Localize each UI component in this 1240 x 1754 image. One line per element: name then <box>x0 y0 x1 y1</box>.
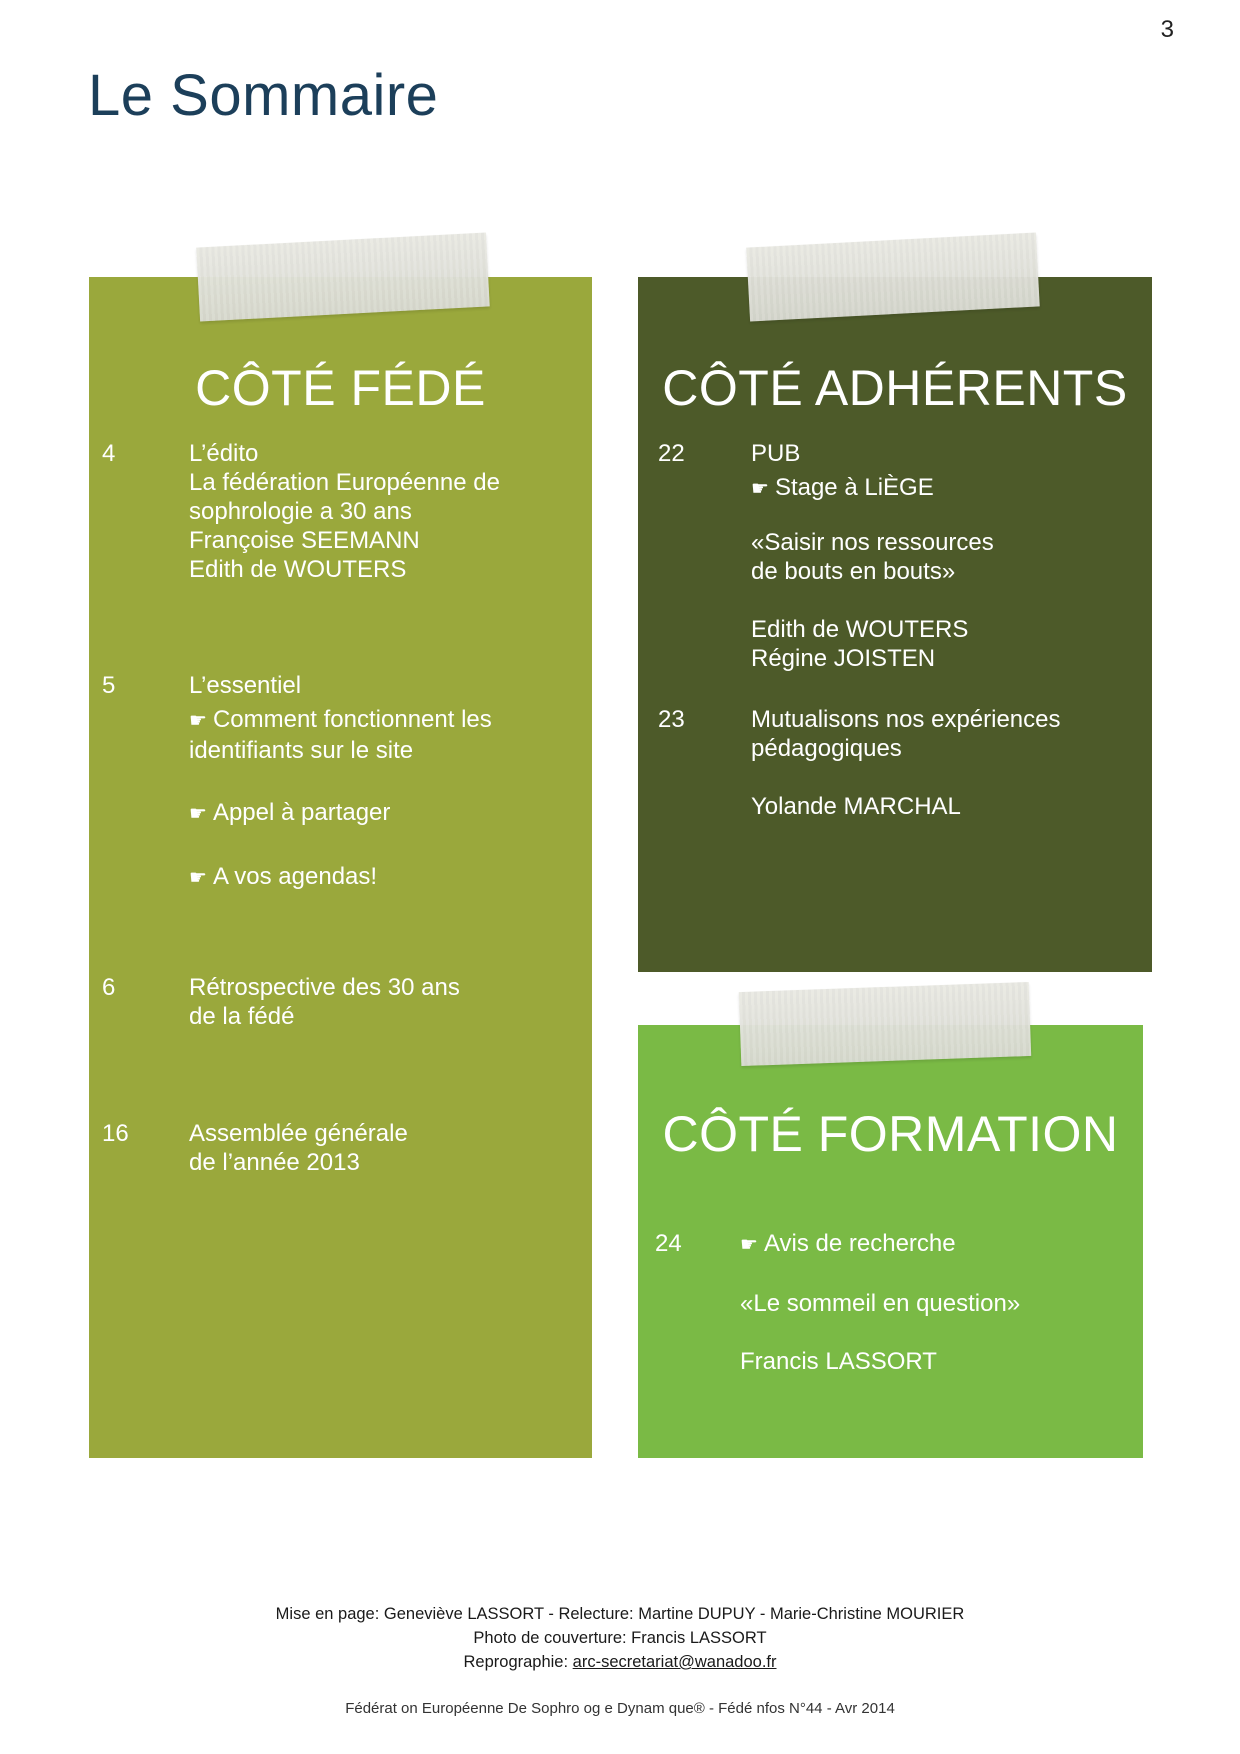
toc-line: ☛ Stage à LiÈGE <box>751 474 934 501</box>
toc-author: Françoise SEEMANN <box>189 527 420 554</box>
toc-line: La fédération Européenne de <box>189 469 500 496</box>
section-cote-fede <box>89 277 592 1458</box>
toc-author: Edith de WOUTERS <box>189 556 407 583</box>
pointing-hand-icon: ☛ <box>189 803 207 825</box>
toc-author: Edith de WOUTERS <box>751 616 969 643</box>
toc-page-number: 23 <box>658 706 685 733</box>
credits-layout-line: Mise en page: Geneviève LASSORT - Relecture: Martine DUPUY - Marie-Christine MOURIER <box>275 1605 965 1623</box>
toc-author: Francis LASSORT <box>740 1348 937 1375</box>
toc-line: «Le sommeil en question» <box>740 1290 1021 1317</box>
tape-decoration <box>196 232 489 321</box>
section-heading-formation: CÔTÉ FORMATION <box>662 1106 1119 1162</box>
pointing-hand-icon: ☛ <box>740 1234 758 1256</box>
pointing-hand-icon: ☛ <box>189 867 207 889</box>
toc-title: PUB <box>751 440 801 467</box>
toc-line: pédagogiques <box>751 735 902 762</box>
toc-title: Assemblée générale <box>189 1120 408 1147</box>
toc-line: ☛ Appel à partager <box>189 799 391 826</box>
tape-decoration <box>739 982 1031 1066</box>
email-link[interactable]: arc-secretariat@wanadoo.fr <box>572 1653 777 1671</box>
toc-title: Rétrospective des 30 ans <box>189 974 460 1001</box>
toc-line: identifiants sur le site <box>189 737 414 764</box>
toc-page-number: 5 <box>102 672 116 699</box>
footer: Fédérat on Européenne De Sophro og e Dynam que® - Fédé nfos N°44 - Avr 2014 <box>345 1700 895 1717</box>
toc-title: ☛ Avis de recherche <box>740 1230 956 1257</box>
page-number: 3 <box>1160 16 1174 43</box>
toc-line: «Saisir nos ressources <box>751 529 994 556</box>
credits <box>0 1602 1240 1674</box>
toc-author: Yolande MARCHAL <box>751 793 961 820</box>
credits-photo-line: Photo de couverture: Francis LASSORT <box>473 1629 767 1647</box>
section-heading-adherents: CÔTÉ ADHÉRENTS <box>662 360 1128 416</box>
toc-line: de la fédé <box>189 1003 295 1030</box>
toc-line: de l’année 2013 <box>189 1149 360 1176</box>
toc-title: L’essentiel <box>189 672 302 699</box>
section-cote-adherents <box>638 277 1152 972</box>
section-cote-formation <box>638 1025 1143 1458</box>
credits-repro-line <box>0 1650 1240 1674</box>
section-heading-fede: CÔTÉ FÉDÉ <box>195 360 486 416</box>
toc-page-number: 16 <box>102 1120 129 1147</box>
toc-title: Mutualisons nos expériences <box>751 706 1061 733</box>
tape-decoration <box>746 232 1039 321</box>
pointing-hand-icon: ☛ <box>189 710 207 732</box>
toc-page-number: 6 <box>102 974 116 1001</box>
credits-repro-label: Reprographie: <box>463 1653 573 1671</box>
pointing-hand-icon: ☛ <box>751 478 769 500</box>
toc-line: sophrologie a 30 ans <box>189 498 412 525</box>
toc-page-number: 4 <box>102 440 116 467</box>
page-title: Le Sommaire <box>88 63 439 128</box>
toc-line: de bouts en bouts» <box>751 558 956 585</box>
toc-page-number: 24 <box>655 1230 682 1257</box>
toc-line: ☛ A vos agendas! <box>189 863 378 890</box>
toc-title: L’édito <box>189 440 259 467</box>
toc-line: ☛ Comment fonctionnent les <box>189 706 492 733</box>
toc-page-number: 22 <box>658 440 685 467</box>
toc-author: Régine JOISTEN <box>751 645 936 672</box>
